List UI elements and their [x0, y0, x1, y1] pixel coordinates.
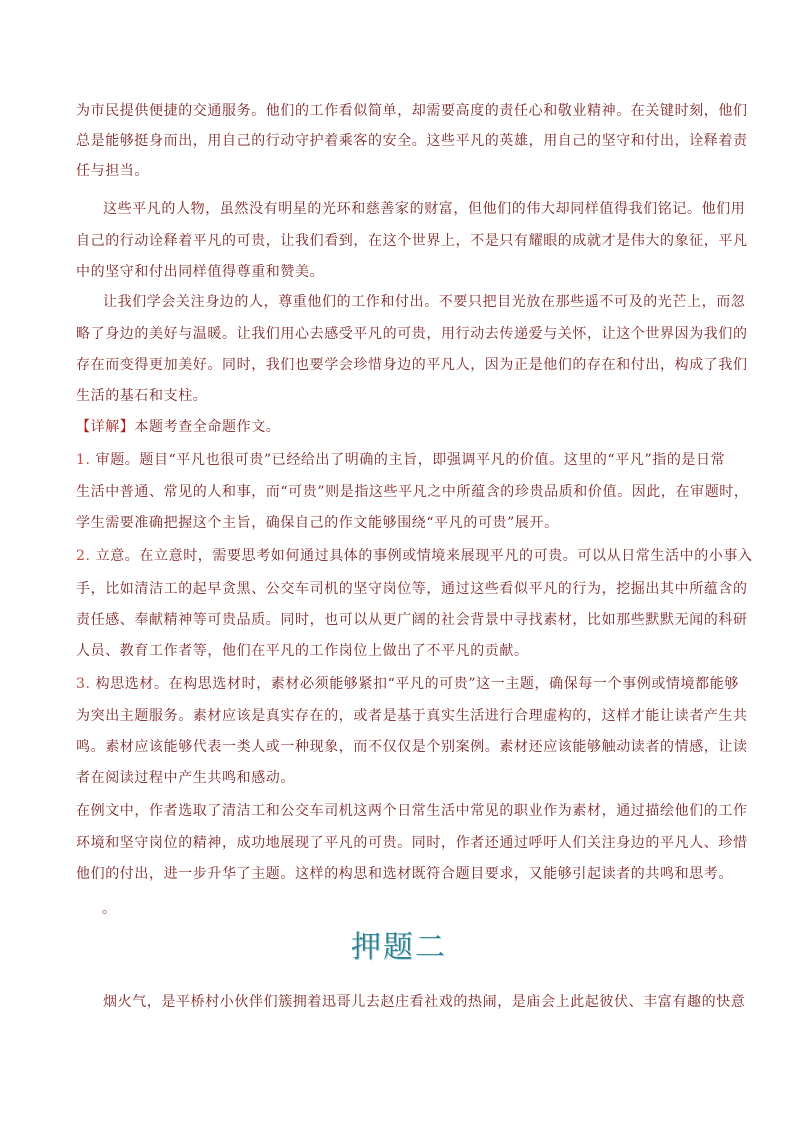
essay-line: 这些平凡的人物，虽然没有明星的光环和慈善家的财富，但他们的伟大却同样值得我们铭记。他们用	[103, 201, 746, 217]
point2-line	[76, 611, 748, 629]
point-number: 3.	[76, 676, 96, 692]
summary-line: 环境和坚守岗位的精神，成功地展现了平凡的可贵。同时，作者还通过呼吁人们关注身边的平凡人、珍惜	[76, 835, 748, 851]
point2-line	[76, 580, 748, 598]
essay-line: 生活的基石和支柱。	[76, 388, 208, 404]
point-text: 构思选材。在构思选材时，素材必须能够紧扣“平凡的可贵”这一主题，确保每一个事例或情境都能够	[95, 676, 739, 692]
essay-line: 存在而变得更加美好。同时，我们也要学会珍惜身边的平凡人，因为正是他们的存在和付出，构成了我们	[76, 357, 748, 373]
essay-line: 略了身边的美好与温暖。让我们用心去感受平凡的可贵，用行动去传递爱与关怀，让这个世界因为我们的	[76, 326, 748, 342]
point1-line	[76, 514, 726, 532]
point3-line	[76, 769, 726, 787]
point-text: 鸣。素材应该能够代表一类人或一种现象，而不仅仅是个别案例。素材还应该能够触动读者的情感，让读	[76, 739, 748, 755]
detail-label: 【详解】	[76, 419, 135, 435]
section-heading: 押题二	[351, 930, 447, 965]
point-text: 学生需要准确把握这个主旨，确保自己的作文能够围绕“平凡的可贵”展开。	[76, 515, 559, 531]
point2-line	[76, 642, 726, 660]
detail-text: 本题考查全命题作文。	[134, 419, 281, 435]
point-text: 人员、教育工作者等，他们在平凡的工作岗位上做出了不平凡的贡献。	[76, 643, 529, 659]
point-number: 1.	[76, 452, 96, 468]
point2-line	[76, 547, 753, 565]
point-text: 立意。在立意时，需要思考如何通过具体的事例或情境来展现平凡的可贵。可以从日常生活中的小事入	[95, 548, 753, 564]
essay-line: 中的坚守和付出同样值得尊重和赞美。	[76, 264, 325, 280]
next-section-line: 烟火气，是平桥村小伙伴们簇拥着迅哥儿去赵庄看社戏的热闹，是庙会上此起彼伏、丰富有趣的快意	[103, 994, 746, 1010]
point3-line	[76, 738, 748, 756]
point-text: 审题。题目“平凡也很可贵”已经给出了明确的主旨，即强调平凡的价值。这里的“平凡”指的是日常	[95, 452, 726, 468]
point1-line	[76, 483, 749, 501]
essay-line: 自己的行动诠释着平凡的可贵，让我们看到，在这个世界上，不是只有耀眼的成就才是伟大的象征，平凡	[76, 233, 748, 249]
essay-line: 总是能够挺身而出，用自己的行动守护着乘客的安全。这些平凡的英雄，用自己的坚守和付出，诠释着责	[76, 133, 748, 149]
point-number: 2.	[76, 548, 96, 564]
stray-dot: 。	[102, 901, 116, 917]
point-text: 生活中普通、常见的人和事，而“可贵”则是指这些平凡之中所蕴含的珍贵品质和价值。因此，在审题时，	[76, 484, 749, 500]
point3-line	[76, 675, 739, 693]
summary-line: 在例文中，作者选取了清洁工和公交车司机这两个日常生活中常见的职业作为素材，通过描绘他们的工作	[76, 803, 748, 819]
point1-line	[76, 451, 726, 469]
essay-line: 让我们学会关注身边的人，尊重他们的工作和付出。不要只把目光放在那些遥不可及的光芒上，而忽	[103, 294, 746, 310]
point-text: 为突出主题服务。素材应该是真实存在的，或者是基于真实生活进行合理虚构的，这样才能让读者产生共	[76, 708, 748, 724]
point3-line	[76, 707, 748, 725]
point-text: 手，比如清洁工的起早贪黑、公交车司机的坚守岗位等，通过这些看似平凡的行为，挖掘出其中所蕴含的	[76, 581, 748, 597]
point-text: 者在阅读过程中产生共鸣和感动。	[76, 770, 295, 786]
point-text: 责任感、奉献精神等可贵品质。同时，也可以从更广阔的社会背景中寻找素材，比如那些默默无闻的科研	[76, 612, 748, 628]
essay-line: 为市民提供便捷的交通服务。他们的工作看似简单，却需要高度的责任心和敬业精神。在关键时刻，他们	[76, 103, 748, 119]
summary-line: 他们的付出，进一步升华了主题。这样的构思和选材既符合题目要求，又能够引起读者的共鸣和思考。	[76, 866, 733, 882]
detail-heading	[76, 418, 726, 436]
essay-line: 任与担当。	[76, 163, 149, 179]
